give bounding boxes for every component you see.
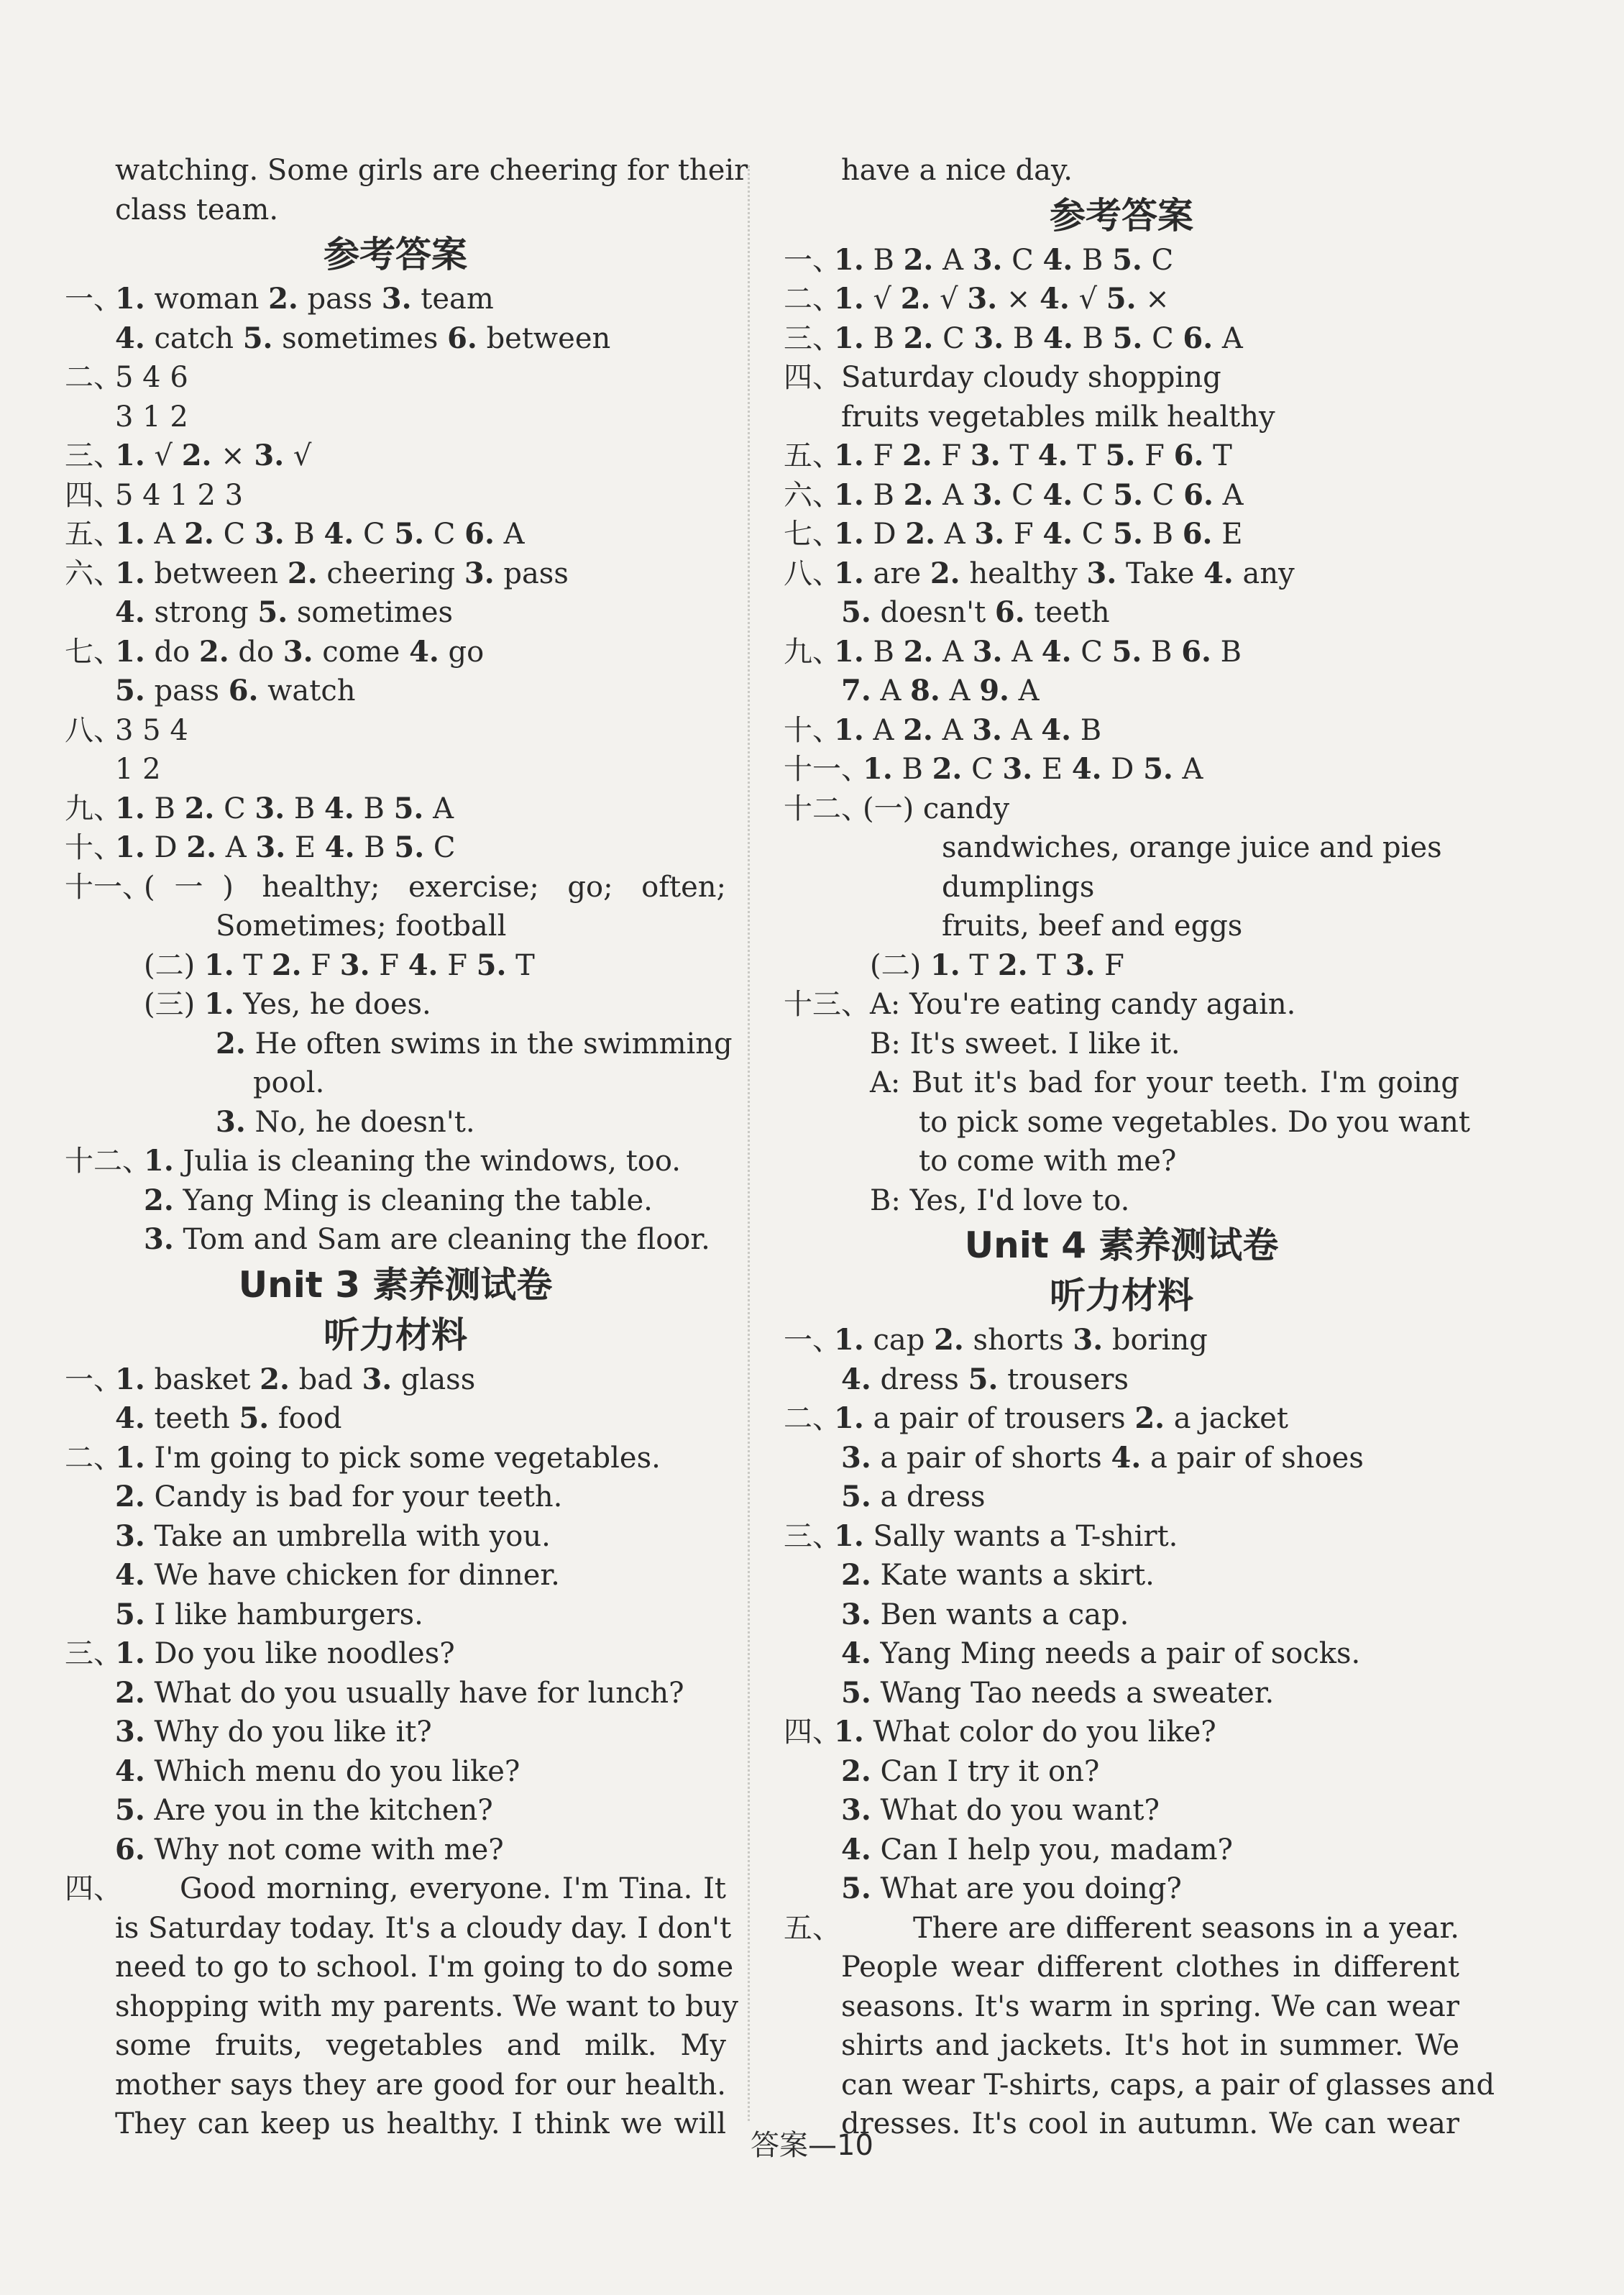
answer-text: A: But it's bad for your teeth. I'm going bbox=[870, 1066, 1459, 1099]
answer-line bbox=[65, 1674, 726, 1713]
answer-text: 5. doesn't 6. teeth bbox=[841, 595, 1110, 629]
answer-text: 1. A 2. A 3. A 4. B bbox=[834, 713, 1102, 747]
page-footer: 答案—10 bbox=[751, 2129, 873, 2162]
answer-line bbox=[65, 672, 726, 711]
question-number: 九、 bbox=[65, 792, 122, 825]
answer-text: 4. We have chicken for dinner. bbox=[115, 1558, 560, 1592]
answer-line bbox=[65, 2066, 726, 2105]
question-number: 十一、 bbox=[65, 870, 151, 904]
answer-line bbox=[65, 1752, 726, 1792]
answer-text: 2. He often swims in the swimming bbox=[216, 1026, 733, 1061]
answer-line bbox=[784, 280, 1459, 319]
answer-text: 5. I like hamburgers. bbox=[115, 1597, 423, 1631]
question-number: 十三、 bbox=[784, 988, 870, 1021]
answer-text: 2. Candy is bad for your teeth. bbox=[115, 1480, 563, 1513]
answer-text: 1. √ 2. √ 3. × 4. √ 5. × bbox=[834, 282, 1170, 316]
answer-line bbox=[784, 515, 1459, 554]
question-number: 六、 bbox=[65, 556, 122, 590]
answer-line bbox=[65, 515, 726, 554]
answer-line bbox=[784, 1439, 1459, 1478]
answer-line bbox=[65, 1869, 726, 1909]
answer-text: 3. Ben wants a cap. bbox=[841, 1597, 1129, 1631]
section-heading: 参考答案 bbox=[1050, 194, 1193, 237]
question-number: 七、 bbox=[784, 518, 841, 551]
question-number: 三、 bbox=[65, 439, 122, 472]
question-number: 三、 bbox=[784, 321, 841, 355]
answer-text: 3. Take an umbrella with you. bbox=[115, 1518, 551, 1553]
answer-line bbox=[784, 476, 1459, 516]
question-number: 二、 bbox=[784, 1402, 841, 1435]
answer-line bbox=[784, 1063, 1459, 1103]
answer-line bbox=[65, 280, 726, 319]
answer-text: 3. a pair of shorts 4. a pair of shoes bbox=[841, 1440, 1364, 1475]
answer-line bbox=[65, 319, 726, 359]
answer-line bbox=[65, 1831, 726, 1870]
answer-line bbox=[784, 398, 1459, 437]
answer-line bbox=[65, 1181, 726, 1221]
answer-text: 1. What color do you like? bbox=[834, 1715, 1216, 1749]
answer-line bbox=[65, 554, 726, 594]
right-column bbox=[784, 151, 1495, 2144]
column-divider bbox=[748, 165, 750, 2121]
answer-line bbox=[65, 1360, 726, 1400]
answer-text: B: Yes, I'd love to. bbox=[870, 1183, 1130, 1217]
answer-line bbox=[784, 1752, 1459, 1792]
answer-text: 5 4 1 2 3 bbox=[115, 478, 244, 512]
answer-line bbox=[65, 907, 726, 946]
answer-line bbox=[65, 633, 726, 672]
answer-line bbox=[784, 946, 1459, 986]
answer-line bbox=[784, 2026, 1459, 2066]
answer-line bbox=[784, 1634, 1459, 1674]
answer-line bbox=[65, 191, 726, 230]
answer-line bbox=[65, 1063, 726, 1103]
question-number: 二、 bbox=[65, 361, 122, 394]
answer-line bbox=[784, 828, 1459, 868]
answer-line bbox=[784, 1713, 1459, 1752]
question-number: 五、 bbox=[65, 518, 122, 551]
answer-text: have a nice day. bbox=[841, 154, 1073, 187]
answer-line bbox=[65, 1987, 739, 2027]
answer-line bbox=[784, 1517, 1459, 1557]
answer-text: 2. Kate wants a skirt. bbox=[841, 1558, 1155, 1592]
answer-text: 1. B 2. A 3. C 4. B 5. C bbox=[834, 242, 1174, 277]
question-number: 九、 bbox=[784, 635, 841, 669]
answer-text: 3. Tom and Sam are cleaning the floor. bbox=[144, 1222, 710, 1256]
question-number: 五、 bbox=[784, 439, 841, 472]
answer-line bbox=[784, 1321, 1459, 1360]
answer-text: Good morning, everyone. I'm Tina. It bbox=[180, 1872, 726, 1905]
question-number: 五、 bbox=[784, 1911, 841, 1945]
answer-text: dresses. It's cool in autumn. We can wear bbox=[841, 2107, 1459, 2140]
question-number: 十、 bbox=[65, 831, 122, 864]
question-number: 一、 bbox=[784, 1324, 841, 1357]
question-number: 二、 bbox=[65, 1441, 122, 1475]
answer-text: People wear different clothes in different bbox=[841, 1951, 1459, 1984]
answer-line bbox=[784, 241, 1459, 280]
answer-text: is Saturday today. It's a cloudy day. I don't bbox=[115, 1911, 732, 1945]
answer-text: fruits vegetables milk healthy bbox=[841, 400, 1275, 434]
answer-text: 3. What do you want? bbox=[841, 1793, 1160, 1827]
answer-text: 4. Which menu do you like? bbox=[115, 1754, 520, 1788]
answer-line bbox=[65, 1103, 726, 1142]
answer-text: They can keep us healthy. I think we will bbox=[115, 2107, 726, 2140]
section-heading: 参考答案 bbox=[324, 234, 467, 275]
answer-text: watching. Some girls are cheering for their bbox=[115, 154, 748, 187]
answer-text: Saturday cloudy shopping bbox=[841, 361, 1221, 394]
answer-line bbox=[784, 1103, 1470, 1142]
answer-line bbox=[65, 1142, 726, 1181]
answer-line bbox=[784, 1181, 1459, 1221]
answer-line bbox=[65, 476, 726, 516]
answer-text: Sometimes; football bbox=[216, 910, 507, 943]
answer-line bbox=[784, 1831, 1459, 1870]
answer-line bbox=[784, 1142, 1459, 1181]
answer-line bbox=[65, 1399, 726, 1439]
answer-line bbox=[65, 1517, 726, 1557]
answer-text: 1. D 2. A 3. E 4. B 5. C bbox=[115, 830, 456, 864]
answer-text: 5. pass 6. watch bbox=[115, 674, 356, 707]
answer-text: some fruits, vegetables and milk. My bbox=[115, 2029, 726, 2062]
answer-text: There are different seasons in a year. bbox=[913, 1911, 1459, 1945]
answer-text: seasons. It's warm in spring. We can wear bbox=[841, 1989, 1459, 2023]
answer-line bbox=[784, 1674, 1459, 1713]
section-heading: Unit 3 素养测试卷 bbox=[238, 1263, 553, 1306]
answer-line bbox=[65, 593, 726, 633]
section-heading: Unit 4 素养测试卷 bbox=[964, 1224, 1279, 1266]
question-number: 十二、 bbox=[784, 792, 870, 825]
answer-text: 3 1 2 bbox=[115, 400, 188, 434]
answer-line bbox=[65, 789, 726, 829]
answer-line bbox=[784, 907, 1459, 946]
answer-line bbox=[65, 868, 726, 907]
answer-text: can wear T-shirts, caps, a pair of glasses and bbox=[841, 2068, 1495, 2102]
answer-text: 2. Yang Ming is cleaning the table. bbox=[144, 1183, 653, 1217]
answer-line bbox=[65, 2026, 726, 2066]
answer-line bbox=[65, 1595, 726, 1635]
answer-text: 4. dress 5. trousers bbox=[841, 1362, 1129, 1396]
answer-line bbox=[784, 593, 1459, 633]
answer-text: (一) healthy; exercise; go; often; bbox=[144, 870, 726, 904]
answer-line bbox=[784, 1987, 1459, 2027]
answer-text: 4. Yang Ming needs a pair of socks. bbox=[841, 1636, 1361, 1670]
answer-line bbox=[65, 1556, 726, 1595]
question-number: 八、 bbox=[784, 556, 841, 590]
answer-text: dumplings bbox=[942, 870, 1095, 904]
answer-text: 2. What do you usually have for lunch? bbox=[115, 1675, 684, 1710]
answer-text: 1. √ 2. × 3. √ bbox=[115, 439, 312, 472]
answer-line bbox=[784, 1556, 1459, 1595]
answer-text: 3 5 4 bbox=[115, 713, 188, 747]
answer-line bbox=[784, 1909, 1459, 1948]
answer-line bbox=[784, 633, 1459, 672]
answer-text: 1. F 2. F 3. T 4. T 5. F 6. T bbox=[834, 439, 1232, 472]
answer-text: 5. Wang Tao needs a sweater. bbox=[841, 1675, 1275, 1710]
answer-text: pool. bbox=[253, 1066, 325, 1099]
answer-text: 1. Sally wants a T-shirt. bbox=[834, 1518, 1178, 1553]
answer-line bbox=[65, 1025, 733, 1064]
answer-text: 1. a pair of trousers 2. a jacket bbox=[834, 1401, 1289, 1435]
section-heading: 听力材料 bbox=[1050, 1275, 1193, 1316]
answer-text: (三) 1. Yes, he does. bbox=[144, 987, 431, 1021]
answer-text: (二) 1. T 2. F 3. F 4. F 5. T bbox=[144, 948, 535, 982]
answer-text: mother says they are good for our health. bbox=[115, 2068, 726, 2102]
answer-line bbox=[784, 1869, 1459, 1909]
answer-text: A: You're eating candy again. bbox=[870, 988, 1296, 1021]
answer-text: 4. teeth 5. food bbox=[115, 1401, 342, 1435]
answer-text: class team. bbox=[115, 193, 279, 226]
answer-line bbox=[65, 1478, 726, 1517]
question-number: 十一、 bbox=[784, 753, 870, 786]
answer-text: (二) 1. T 2. T 3. F bbox=[870, 948, 1124, 982]
answer-text: 4. catch 5. sometimes 6. between bbox=[115, 321, 611, 355]
answer-text: (一) candy bbox=[863, 792, 1010, 825]
answer-text: 4. Can I help you, madam? bbox=[841, 1832, 1233, 1866]
answer-line bbox=[65, 828, 726, 868]
answer-line bbox=[784, 151, 1459, 191]
answer-line bbox=[65, 1948, 734, 1987]
answer-line bbox=[784, 436, 1459, 476]
answer-text: 3. Why do you like it? bbox=[115, 1715, 432, 1749]
answer-text: 1. B 2. C 3. B 4. B 5. A bbox=[115, 791, 454, 825]
answer-line bbox=[784, 672, 1459, 711]
answer-line bbox=[65, 1791, 726, 1831]
answer-text: to come with me? bbox=[919, 1145, 1177, 1178]
answer-text: 1. B 2. C 3. E 4. D 5. A bbox=[863, 752, 1203, 786]
question-number: 七、 bbox=[65, 635, 122, 669]
answer-text: 1. Do you like noodles? bbox=[115, 1636, 455, 1670]
answer-text: to pick some vegetables. Do you want bbox=[919, 1105, 1470, 1139]
question-number: 三、 bbox=[784, 1519, 841, 1553]
answer-line bbox=[784, 789, 1459, 829]
question-number: 三、 bbox=[65, 1637, 122, 1670]
question-number: 四、 bbox=[784, 1715, 841, 1749]
answer-line bbox=[784, 985, 1459, 1025]
answer-text: fruits, beef and eggs bbox=[942, 910, 1243, 943]
answer-line bbox=[784, 750, 1459, 789]
answer-line bbox=[784, 358, 1459, 398]
question-number: 一、 bbox=[784, 243, 841, 277]
answer-line bbox=[784, 2066, 1495, 2105]
question-number: 十二、 bbox=[65, 1145, 151, 1178]
answer-text: 1. B 2. A 3. A 4. C 5. B 6. B bbox=[834, 634, 1242, 669]
answer-line bbox=[784, 1595, 1459, 1635]
answer-line bbox=[784, 1360, 1459, 1400]
answer-text: shopping with my parents. We want to buy bbox=[115, 1989, 739, 2023]
answer-text: 2. Can I try it on? bbox=[841, 1754, 1100, 1788]
answer-text: 1. D 2. A 3. F 4. C 5. B 6. E bbox=[834, 517, 1243, 551]
answer-text: 1. cap 2. shorts 3. boring bbox=[834, 1323, 1208, 1357]
answer-text: 1. I'm going to pick some vegetables. bbox=[115, 1440, 661, 1475]
answer-text: 1. between 2. cheering 3. pass bbox=[115, 556, 569, 590]
answer-text: shirts and jackets. It's hot in summer. We bbox=[841, 2029, 1459, 2062]
answer-text: 5. Are you in the kitchen? bbox=[115, 1793, 493, 1827]
question-number: 二、 bbox=[784, 283, 841, 316]
answer-line bbox=[784, 1791, 1459, 1831]
answer-line bbox=[65, 946, 726, 986]
question-number: 十、 bbox=[784, 713, 841, 747]
answer-line bbox=[65, 985, 726, 1025]
left-column bbox=[65, 151, 748, 2144]
answer-text: 1. do 2. do 3. come 4. go bbox=[115, 634, 485, 669]
answer-text: 3. No, he doesn't. bbox=[216, 1104, 475, 1139]
answer-line bbox=[65, 1909, 732, 1948]
answer-line bbox=[784, 1478, 1459, 1517]
answer-line bbox=[65, 436, 726, 476]
answer-line bbox=[65, 711, 726, 751]
answer-line bbox=[784, 554, 1459, 594]
answer-line bbox=[65, 358, 726, 398]
answer-line bbox=[65, 1220, 726, 1260]
answer-text: 5. a dress bbox=[841, 1480, 986, 1513]
question-number: 八、 bbox=[65, 713, 122, 747]
question-number: 一、 bbox=[65, 1362, 122, 1396]
answer-text: 4. strong 5. sometimes bbox=[115, 595, 454, 629]
answer-line bbox=[784, 711, 1459, 751]
answer-line bbox=[65, 151, 748, 191]
answer-text: 1. B 2. A 3. C 4. C 5. C 6. A bbox=[834, 477, 1244, 512]
answer-text: 5 4 6 bbox=[115, 361, 188, 394]
answer-line bbox=[784, 1399, 1459, 1439]
answer-text: 7. A 8. A 9. A bbox=[841, 674, 1040, 707]
section-heading: 听力材料 bbox=[324, 1314, 467, 1356]
answer-line bbox=[784, 319, 1459, 359]
answer-line bbox=[65, 1439, 726, 1478]
answer-text: 1. B 2. C 3. B 4. B 5. C 6. A bbox=[834, 321, 1243, 355]
answer-text: 1. Julia is cleaning the windows, too. bbox=[144, 1144, 681, 1178]
question-number: 六、 bbox=[784, 478, 841, 512]
answer-line bbox=[784, 1948, 1459, 1987]
answer-text: 1. woman 2. pass 3. team bbox=[115, 282, 494, 316]
answer-line bbox=[65, 1713, 726, 1752]
answer-line bbox=[65, 398, 726, 437]
answer-line bbox=[65, 1634, 726, 1674]
answer-text: 1 2 bbox=[115, 753, 161, 786]
answer-line bbox=[784, 868, 1459, 907]
answer-line bbox=[784, 1025, 1459, 1064]
answer-text: 1. basket 2. bad 3. glass bbox=[115, 1362, 476, 1396]
answer-text: B: It's sweet. I like it. bbox=[870, 1027, 1180, 1061]
answer-text: sandwiches, orange juice and pies bbox=[942, 831, 1442, 864]
question-number: 四、 bbox=[784, 361, 841, 394]
answer-text: 6. Why not come with me? bbox=[115, 1832, 504, 1866]
answer-text: 5. What are you doing? bbox=[841, 1872, 1182, 1905]
question-number: 一、 bbox=[65, 283, 122, 316]
answer-text: 1. are 2. healthy 3. Take 4. any bbox=[834, 556, 1295, 590]
question-number: 四、 bbox=[65, 478, 122, 512]
answer-text: 1. A 2. C 3. B 4. C 5. C 6. A bbox=[115, 517, 525, 551]
answer-line bbox=[65, 750, 726, 789]
answer-text: need to go to school. I'm going to do some bbox=[115, 1951, 734, 1984]
question-number: 四、 bbox=[65, 1872, 122, 1905]
